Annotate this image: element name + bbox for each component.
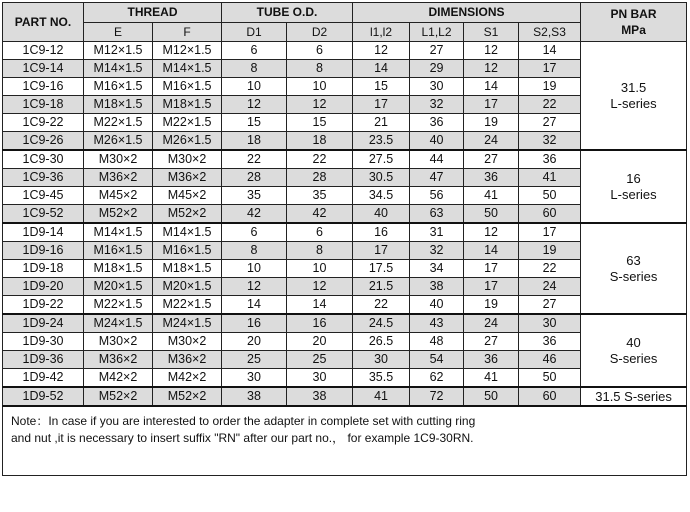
cell-dim-L1L2: 29 — [410, 60, 464, 78]
cell-part-no: 1D9-22 — [3, 296, 84, 315]
cell-part-no: 1C9-22 — [3, 114, 84, 132]
cell-thread-f: M22×1.5 — [153, 296, 222, 315]
cell-thread-f: M52×2 — [153, 387, 222, 406]
cell-dim-L1L2: 32 — [410, 242, 464, 260]
cell-dim-l1l2: 16 — [353, 223, 410, 242]
cell-dim-s2s3: 46 — [519, 351, 581, 369]
cell-thread-f: M30×2 — [153, 333, 222, 351]
cell-dim-s1: 17 — [464, 260, 519, 278]
cell-tube-d1: 14 — [222, 296, 287, 315]
cell-thread-e: M45×2 — [84, 187, 153, 205]
pn-group-cell — [581, 223, 687, 314]
cell-tube-d2: 18 — [287, 132, 353, 151]
cell-thread-f: M36×2 — [153, 351, 222, 369]
cell-dim-l1l2: 26.5 — [353, 333, 410, 351]
cell-thread-e: M14×1.5 — [84, 223, 153, 242]
cell-thread-e: M18×1.5 — [84, 96, 153, 114]
cell-tube-d1: 35 — [222, 187, 287, 205]
pn-group-cell — [581, 42, 687, 151]
cell-tube-d2: 12 — [287, 278, 353, 296]
cell-part-no: 1C9-16 — [3, 78, 84, 96]
cell-dim-l1l2: 40 — [353, 205, 410, 224]
header-s2s3: S2,S3 — [519, 23, 581, 42]
cell-part-no: 1C9-36 — [3, 169, 84, 187]
cell-part-no: 1D9-16 — [3, 242, 84, 260]
cell-dim-s2s3: 32 — [519, 132, 581, 151]
cell-thread-f: M45×2 — [153, 187, 222, 205]
cell-dim-l1l2: 17 — [353, 96, 410, 114]
cell-dim-s1: 12 — [464, 42, 519, 60]
cell-dim-s2s3: 36 — [519, 333, 581, 351]
pn-series: S-series — [609, 268, 658, 284]
cell-dim-l1l2: 17 — [353, 242, 410, 260]
cell-dim-l1l2: 30.5 — [353, 169, 410, 187]
cell-dim-s2s3: 50 — [519, 187, 581, 205]
cell-dim-L1L2: 43 — [410, 314, 464, 333]
cell-part-no: 1C9-18 — [3, 96, 84, 114]
cell-part-no: 1D9-20 — [3, 278, 84, 296]
cell-part-no: 1D9-18 — [3, 260, 84, 278]
cell-part-no: 1D9-36 — [3, 351, 84, 369]
cell-tube-d1: 10 — [222, 260, 287, 278]
cell-dim-s2s3: 30 — [519, 314, 581, 333]
cell-thread-f: M20×1.5 — [153, 278, 222, 296]
cell-dim-s2s3: 50 — [519, 369, 581, 388]
cell-dim-s1: 24 — [464, 132, 519, 151]
pn-series: S-series — [609, 350, 658, 366]
table-row — [3, 387, 687, 406]
cell-tube-d2: 12 — [287, 96, 353, 114]
cell-dim-s2s3: 27 — [519, 296, 581, 315]
pn-group-cell — [581, 150, 687, 223]
cell-dim-L1L2: 38 — [410, 278, 464, 296]
pn-value: 40 — [626, 334, 641, 350]
fitting-dimensions-table — [2, 2, 687, 476]
cell-dim-L1L2: 54 — [410, 351, 464, 369]
pn-series: L-series — [610, 186, 657, 202]
cell-dim-l1l2: 15 — [353, 78, 410, 96]
cell-part-no: 1D9-52 — [3, 387, 84, 406]
cell-thread-e: M30×2 — [84, 333, 153, 351]
cell-dim-s1: 24 — [464, 314, 519, 333]
cell-thread-f: M14×1.5 — [153, 223, 222, 242]
cell-dim-s2s3: 17 — [519, 60, 581, 78]
cell-part-no: 1D9-30 — [3, 333, 84, 351]
cell-dim-l1l2: 21 — [353, 114, 410, 132]
cell-thread-e: M26×1.5 — [84, 132, 153, 151]
spec-sheet — [2, 2, 686, 476]
table-row — [3, 223, 687, 242]
cell-tube-d2: 8 — [287, 60, 353, 78]
cell-dim-s1: 50 — [464, 387, 519, 406]
cell-thread-e: M22×1.5 — [84, 296, 153, 315]
cell-dim-s1: 19 — [464, 296, 519, 315]
cell-dim-L1L2: 30 — [410, 78, 464, 96]
cell-dim-s2s3: 24 — [519, 278, 581, 296]
cell-dim-s2s3: 14 — [519, 42, 581, 60]
note-box — [3, 406, 687, 476]
header-d2: D2 — [287, 23, 353, 42]
cell-dim-s1: 36 — [464, 169, 519, 187]
cell-dim-l1l2: 23.5 — [353, 132, 410, 151]
header-thread: THREAD — [84, 3, 222, 23]
cell-dim-L1L2: 47 — [410, 169, 464, 187]
table-row — [3, 42, 687, 60]
cell-thread-e: M20×1.5 — [84, 278, 153, 296]
cell-dim-L1L2: 40 — [410, 132, 464, 151]
pn-group-cell — [581, 314, 687, 387]
cell-thread-f: M18×1.5 — [153, 260, 222, 278]
cell-thread-f: M14×1.5 — [153, 60, 222, 78]
header-d1: D1 — [222, 23, 287, 42]
note-line-1: Note：In case if you are interested to order the adapter in complete set with cutting ring — [11, 414, 476, 428]
cell-tube-d2: 42 — [287, 205, 353, 224]
cell-tube-d1: 22 — [222, 150, 287, 169]
cell-dim-s1: 17 — [464, 96, 519, 114]
cell-dim-L1L2: 34 — [410, 260, 464, 278]
cell-dim-s1: 41 — [464, 369, 519, 388]
cell-tube-d2: 14 — [287, 296, 353, 315]
cell-dim-s2s3: 17 — [519, 223, 581, 242]
cell-dim-L1L2: 32 — [410, 96, 464, 114]
header-dimensions: DIMENSIONS — [353, 3, 581, 23]
cell-dim-s2s3: 22 — [519, 96, 581, 114]
cell-dim-l1l2: 17.5 — [353, 260, 410, 278]
cell-thread-e: M18×1.5 — [84, 260, 153, 278]
cell-thread-e: M16×1.5 — [84, 78, 153, 96]
cell-dim-s2s3: 60 — [519, 387, 581, 406]
cell-tube-d2: 38 — [287, 387, 353, 406]
cell-tube-d2: 10 — [287, 78, 353, 96]
pn-value: 31.5 — [620, 79, 647, 95]
cell-tube-d2: 16 — [287, 314, 353, 333]
cell-thread-f: M52×2 — [153, 205, 222, 224]
cell-dim-l1l2: 35.5 — [353, 369, 410, 388]
cell-dim-l1l2: 21.5 — [353, 278, 410, 296]
header-pn-bar-label: PN BAR — [610, 7, 657, 21]
cell-part-no: 1C9-30 — [3, 150, 84, 169]
pn-group-cell — [581, 387, 687, 406]
cell-thread-f: M16×1.5 — [153, 242, 222, 260]
cell-tube-d1: 20 — [222, 333, 287, 351]
cell-part-no: 1C9-26 — [3, 132, 84, 151]
header-mpa-label: MPa — [621, 23, 646, 37]
cell-dim-s2s3: 27 — [519, 114, 581, 132]
header-L1L2: L1,L2 — [410, 23, 464, 42]
cell-thread-f: M16×1.5 — [153, 78, 222, 96]
cell-dim-l1l2: 41 — [353, 387, 410, 406]
cell-tube-d1: 38 — [222, 387, 287, 406]
cell-dim-L1L2: 36 — [410, 114, 464, 132]
cell-thread-e: M42×2 — [84, 369, 153, 388]
cell-dim-l1l2: 14 — [353, 60, 410, 78]
cell-tube-d1: 12 — [222, 278, 287, 296]
cell-thread-e: M24×1.5 — [84, 314, 153, 333]
table-body — [3, 42, 687, 407]
cell-thread-e: M22×1.5 — [84, 114, 153, 132]
cell-tube-d1: 16 — [222, 314, 287, 333]
cell-part-no: 1C9-45 — [3, 187, 84, 205]
cell-dim-L1L2: 72 — [410, 387, 464, 406]
cell-thread-e: M14×1.5 — [84, 60, 153, 78]
cell-dim-s1: 17 — [464, 278, 519, 296]
cell-dim-s2s3: 19 — [519, 242, 581, 260]
cell-dim-s1: 27 — [464, 150, 519, 169]
cell-tube-d1: 6 — [222, 42, 287, 60]
cell-tube-d1: 42 — [222, 205, 287, 224]
cell-dim-L1L2: 31 — [410, 223, 464, 242]
cell-dim-s1: 12 — [464, 60, 519, 78]
cell-dim-s1: 27 — [464, 333, 519, 351]
pn-value: 63 — [626, 252, 641, 268]
cell-tube-d1: 8 — [222, 242, 287, 260]
cell-part-no: 1D9-24 — [3, 314, 84, 333]
cell-tube-d2: 22 — [287, 150, 353, 169]
cell-tube-d2: 35 — [287, 187, 353, 205]
cell-tube-d2: 8 — [287, 242, 353, 260]
cell-dim-L1L2: 56 — [410, 187, 464, 205]
cell-thread-e: M36×2 — [84, 169, 153, 187]
cell-tube-d1: 15 — [222, 114, 287, 132]
cell-dim-l1l2: 30 — [353, 351, 410, 369]
cell-thread-f: M22×1.5 — [153, 114, 222, 132]
cell-dim-L1L2: 48 — [410, 333, 464, 351]
cell-dim-s1: 36 — [464, 351, 519, 369]
cell-tube-d1: 28 — [222, 169, 287, 187]
cell-dim-l1l2: 22 — [353, 296, 410, 315]
cell-part-no: 1D9-42 — [3, 369, 84, 388]
cell-dim-s1: 14 — [464, 242, 519, 260]
header-tube-od: TUBE O.D. — [222, 3, 353, 23]
cell-tube-d1: 25 — [222, 351, 287, 369]
cell-dim-L1L2: 63 — [410, 205, 464, 224]
cell-dim-s1: 14 — [464, 78, 519, 96]
cell-dim-L1L2: 62 — [410, 369, 464, 388]
cell-dim-s1: 41 — [464, 187, 519, 205]
cell-dim-s2s3: 36 — [519, 150, 581, 169]
table-row — [3, 150, 687, 169]
cell-tube-d2: 6 — [287, 42, 353, 60]
cell-tube-d2: 28 — [287, 169, 353, 187]
cell-thread-f: M12×1.5 — [153, 42, 222, 60]
cell-thread-f: M18×1.5 — [153, 96, 222, 114]
cell-thread-f: M26×1.5 — [153, 132, 222, 151]
cell-thread-f: M30×2 — [153, 150, 222, 169]
pn-value: 16 — [626, 170, 641, 186]
cell-dim-s2s3: 19 — [519, 78, 581, 96]
cell-dim-s2s3: 41 — [519, 169, 581, 187]
cell-tube-d2: 25 — [287, 351, 353, 369]
cell-dim-s1: 12 — [464, 223, 519, 242]
cell-thread-e: M16×1.5 — [84, 242, 153, 260]
cell-dim-s2s3: 60 — [519, 205, 581, 224]
cell-thread-e: M52×2 — [84, 387, 153, 406]
cell-thread-e: M36×2 — [84, 351, 153, 369]
cell-dim-l1l2: 34.5 — [353, 187, 410, 205]
cell-dim-l1l2: 27.5 — [353, 150, 410, 169]
cell-tube-d2: 6 — [287, 223, 353, 242]
cell-thread-f: M42×2 — [153, 369, 222, 388]
cell-part-no: 1C9-52 — [3, 205, 84, 224]
cell-thread-f: M36×2 — [153, 169, 222, 187]
cell-dim-s1: 19 — [464, 114, 519, 132]
cell-dim-s1: 50 — [464, 205, 519, 224]
cell-tube-d2: 20 — [287, 333, 353, 351]
cell-dim-s2s3: 22 — [519, 260, 581, 278]
cell-thread-e: M30×2 — [84, 150, 153, 169]
cell-tube-d2: 10 — [287, 260, 353, 278]
cell-thread-e: M52×2 — [84, 205, 153, 224]
cell-thread-f: M24×1.5 — [153, 314, 222, 333]
table-row — [3, 314, 687, 333]
cell-tube-d1: 18 — [222, 132, 287, 151]
header-f: F — [153, 23, 222, 42]
header-pn-bar — [581, 3, 687, 42]
header-e: E — [84, 23, 153, 42]
cell-tube-d1: 8 — [222, 60, 287, 78]
cell-tube-d1: 12 — [222, 96, 287, 114]
cell-dim-L1L2: 40 — [410, 296, 464, 315]
header-l1l2: l1,l2 — [353, 23, 410, 42]
cell-tube-d2: 30 — [287, 369, 353, 388]
cell-thread-e: M12×1.5 — [84, 42, 153, 60]
header-part-no: PART NO. — [3, 3, 84, 42]
cell-part-no: 1D9-14 — [3, 223, 84, 242]
cell-part-no: 1C9-14 — [3, 60, 84, 78]
pn-series: L-series — [610, 95, 657, 111]
cell-dim-L1L2: 27 — [410, 42, 464, 60]
cell-part-no: 1C9-12 — [3, 42, 84, 60]
cell-dim-L1L2: 44 — [410, 150, 464, 169]
pn-value: 31.5 S-series — [595, 388, 672, 404]
cell-dim-l1l2: 12 — [353, 42, 410, 60]
cell-tube-d1: 30 — [222, 369, 287, 388]
cell-dim-l1l2: 24.5 — [353, 314, 410, 333]
note-line-2: and nut ,it is necessary to insert suffix "RN" after our part no.， for example 1C9-30RN. — [11, 431, 474, 445]
cell-tube-d1: 6 — [222, 223, 287, 242]
cell-tube-d2: 15 — [287, 114, 353, 132]
header-s1: S1 — [464, 23, 519, 42]
cell-tube-d1: 10 — [222, 78, 287, 96]
